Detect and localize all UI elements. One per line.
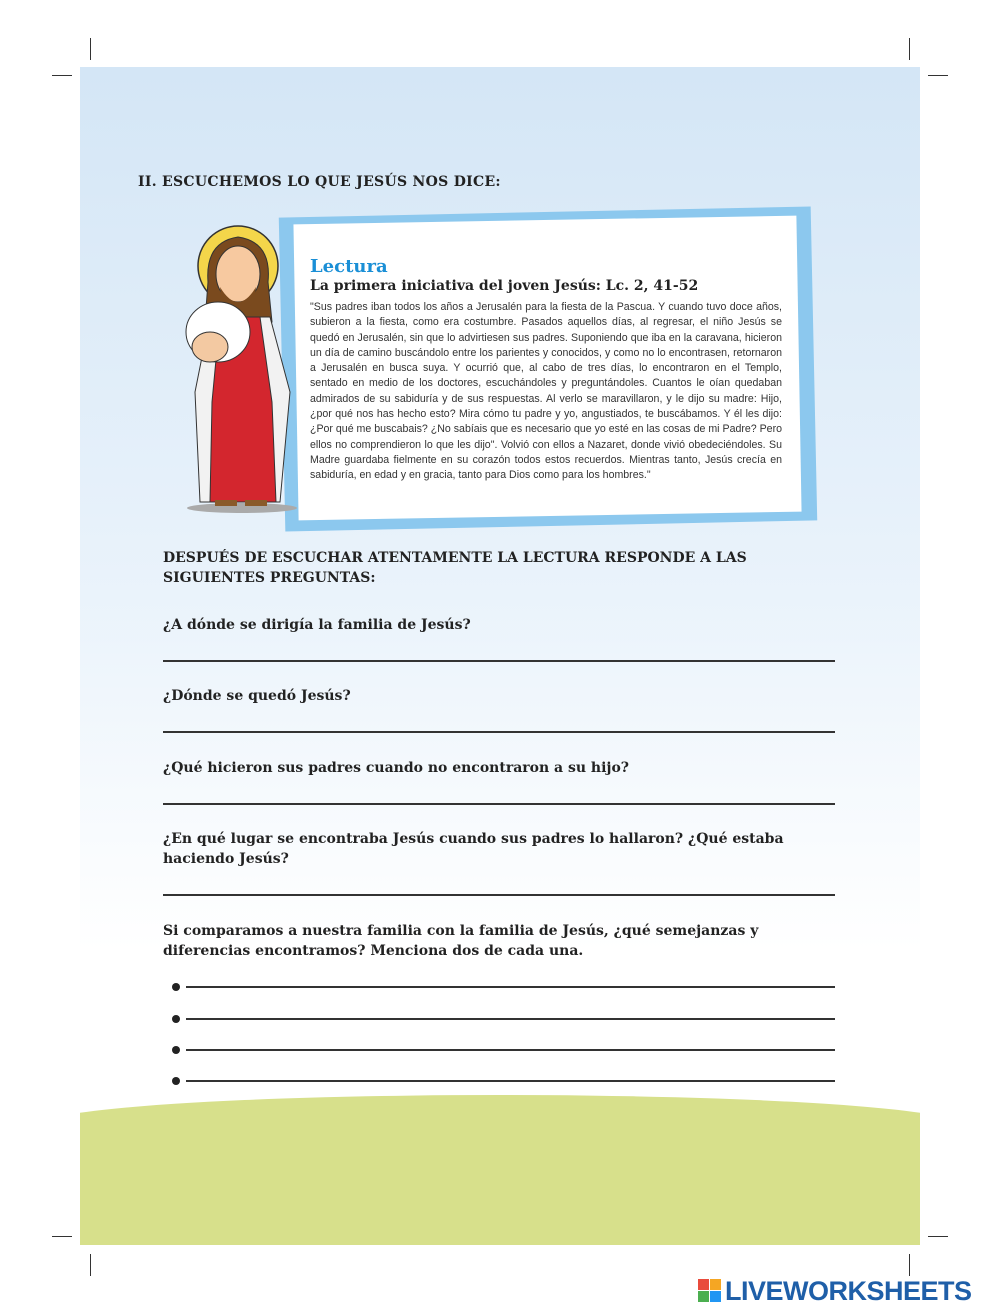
crop-mark [52,75,72,76]
question-1: ¿A dónde se dirigía la familia de Jesús? [163,617,471,633]
crop-mark [90,1254,91,1276]
crop-mark [90,38,91,60]
reading-title: La primera iniciativa del joven Jesús: Lc. 2, 41-52 [310,278,699,294]
question-3: ¿Qué hicieron sus padres cuando no encontraron a su hijo? [163,760,630,776]
bullet [172,1046,180,1054]
crop-mark [928,75,948,76]
question-5: Si comparamos a nuestra familia con la familia de Jesús, ¿qué semejanzas y diferencias encontramos? Menciona dos de cada una. [163,923,759,959]
logo-badge-icon [698,1279,722,1303]
crop-mark [928,1236,948,1237]
crop-mark [52,1236,72,1237]
answer-line-3[interactable] [163,803,835,805]
logo-text: LIVEWORKSHEETS [725,1276,972,1306]
crop-mark [909,38,910,60]
bullet [172,983,180,991]
answer-line-1[interactable] [163,660,835,662]
answer-line-4[interactable] [163,894,835,896]
jesus-illustration [180,222,305,514]
crop-mark [909,1254,910,1276]
answer-line-5c[interactable] [186,1049,835,1051]
section-title: II. ESCUCHEMOS LO QUE JESÚS NOS DICE: [138,174,501,190]
answer-line-5b[interactable] [186,1018,835,1020]
liveworksheets-logo [698,1276,972,1306]
question-2: ¿Dónde se quedó Jesús? [163,688,351,704]
green-ground [80,1095,920,1245]
instructions: DESPUÉS DE ESCUCHAR ATENTAMENTE LA LECTURA RESPONDE A LAS SIGUIENTES PREGUNTAS: [163,550,747,586]
answer-line-5a[interactable] [186,986,835,988]
bullet [172,1015,180,1023]
answer-line-5d[interactable] [186,1080,835,1082]
answer-line-2[interactable] [163,731,835,733]
bullet [172,1077,180,1085]
reading-text: "Sus padres iban todos los años a Jerusalén para la fiesta de la Pascua. Y cuando tuvo doce años, subieron a la fiesta, como era costumbre. Pasados aquellos días, al regresar, el niño Jesús se quedó en Jerusalén, sin que lo advirtiesen sus padres. Suponiendo que iba en la caravana, hicieron un día de camino buscándolo entre los parientes y conocidos, y como no lo encontrasen, retornaron a Jerusalén en busca suya. Y ocurrió que, al cabo de tres días, lo encontraron en el Templo, sentado en medio de los doctores, escuchándoles y preguntándoles. Cuantos le oían quedaban admirados de su sabiduría y de sus respuestas. Al verlo se maravillaron, y le dijo su madre: Hijo, ¿por qué nos has hecho esto? Mira cómo tu padre y yo, angustiados, te buscábamos. Y él les dijo: ¿Por qué me buscabais? ¿No sabíais que es necesario que yo esté en las cosas de mi Padre? Pero ellos no comprendieron lo que les dijo". Volvió con ellos a Nazaret, donde vivió obedeciéndoles. Su Madre guardaba fielmente en su corazón todos estos recuerdos. Mientras tanto, Jesús crecía en sabiduría, en edad y en gracia, tanto para Dios como para los hombres." [310,301,782,482]
reading-label: Lectura [310,256,388,277]
question-4: ¿En qué lugar se encontraba Jesús cuando sus padres lo hallaron? ¿Qué estaba haciendo Jesús? [163,831,784,867]
